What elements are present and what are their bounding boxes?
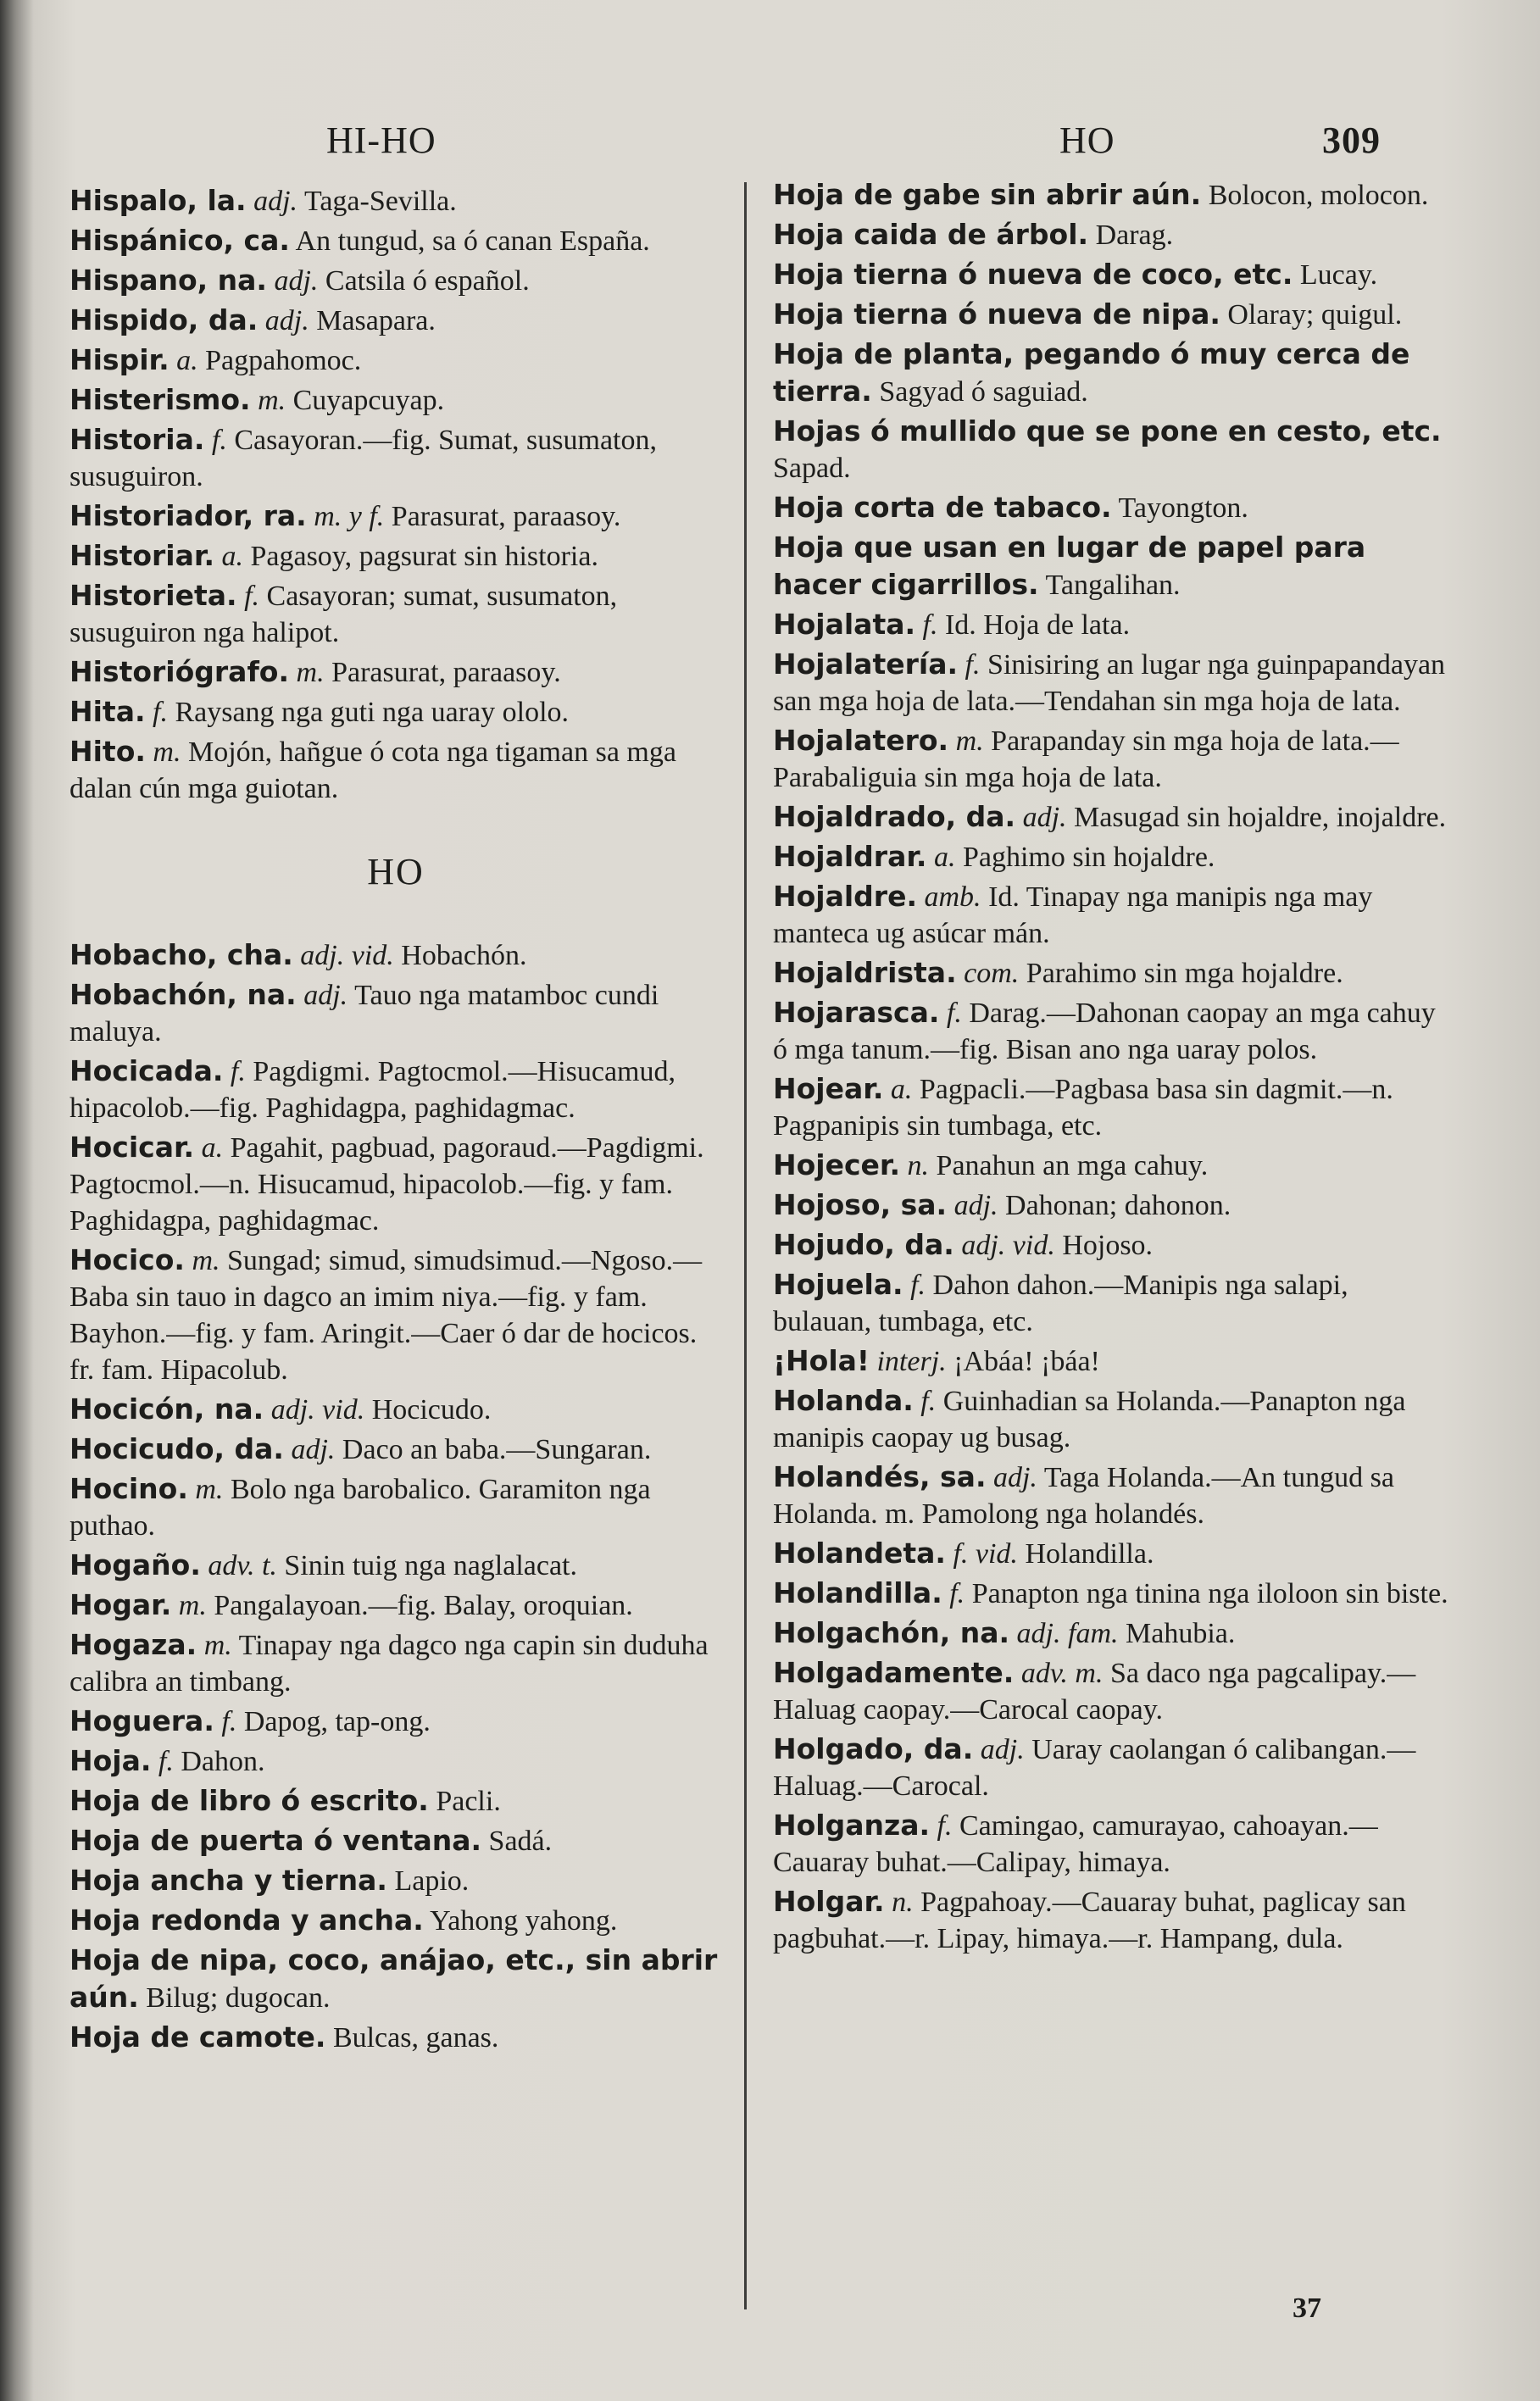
- entry-headword: Hoja caida de árbol.: [773, 218, 1089, 251]
- entry-headword: Hispalo, la.: [69, 184, 247, 217]
- entry-definition: Sagyad ó saguiad.: [879, 376, 1088, 408]
- entry-headword: Hojalata.: [773, 608, 916, 641]
- dictionary-entry: [773, 646, 1451, 720]
- entry-headword: Hogaza.: [69, 1628, 197, 1661]
- entry-definition: An tungud, sa ó canan España.: [295, 225, 650, 257]
- dictionary-entry: [69, 1547, 722, 1584]
- entry-headword: Holandés, sa.: [773, 1460, 987, 1493]
- entry-definition: Parasurat, paraasoy.: [391, 501, 621, 532]
- entry-definition: Catsila ó español.: [325, 265, 530, 297]
- entry-grammar: adj.: [264, 305, 309, 336]
- entry-grammar: m.: [178, 1590, 207, 1621]
- entry-headword: Hita.: [69, 695, 146, 728]
- dictionary-entry: [773, 1147, 1451, 1184]
- entry-definition: Pagdigmi. Pagtocmol.—Hisucamud, hipacolob.—fig. Paghidagpa, paghidagmac.: [69, 1056, 676, 1124]
- entry-headword: Histerismo.: [69, 383, 251, 416]
- dictionary-entry: [69, 733, 722, 807]
- entry-grammar: adj. fam.: [1016, 1618, 1119, 1649]
- entry-definition: Paghimo sin hojaldre.: [962, 842, 1215, 873]
- entry-grammar: f.: [922, 609, 938, 641]
- entry-definition: Sa daco nga pagcalipay.—Haluag caopay.—Carocal caopay.: [773, 1658, 1416, 1726]
- entry-headword: Hojear.: [773, 1072, 884, 1105]
- entry-headword: Hocicar.: [69, 1131, 195, 1164]
- entry-definition: Daco an baba.—Sungaran.: [342, 1434, 652, 1465]
- entry-headword: Hobachón, na.: [69, 978, 297, 1011]
- entry-definition: Tangalihan.: [1045, 570, 1181, 601]
- right-column: [773, 176, 1451, 1959]
- dictionary-entry: [773, 1070, 1451, 1144]
- entry-headword: Hoja de libro ó escrito.: [69, 1784, 429, 1817]
- dictionary-entry: [69, 1587, 722, 1624]
- dictionary-entry: [773, 878, 1451, 952]
- entry-headword: Hispir.: [69, 343, 170, 376]
- entry-headword: Hoguera.: [69, 1704, 214, 1737]
- entry-headword: Hoja tierna ó nueva de nipa.: [773, 297, 1220, 331]
- dictionary-entry: [773, 1535, 1451, 1572]
- entry-definition: Panapton nga tinina nga iloloon sin biste.: [971, 1578, 1448, 1609]
- dictionary-entry: [69, 976, 722, 1050]
- dictionary-entry: [69, 497, 722, 535]
- entry-grammar: adj.: [992, 1462, 1037, 1493]
- dictionary-entry: [69, 182, 722, 220]
- entry-definition: Bolocon, molocon.: [1208, 180, 1429, 211]
- dictionary-entry: [773, 1807, 1451, 1881]
- entry-headword: Hoja.: [69, 1744, 152, 1777]
- dictionary-entry: [773, 529, 1451, 603]
- dictionary-entry: [69, 302, 722, 339]
- dictionary-entry: [773, 1266, 1451, 1340]
- dictionary-entry: [773, 722, 1451, 796]
- entry-definition: Masapara.: [316, 305, 436, 336]
- entry-definition: Bulcas, ganas.: [332, 2022, 499, 2054]
- entry-headword: Hoja corta de tabaco.: [773, 491, 1112, 524]
- entry-definition: Darag.: [1095, 220, 1174, 251]
- entry-headword: Hocicón, na.: [69, 1392, 264, 1426]
- entry-grammar: m. y f.: [314, 501, 385, 532]
- dictionary-entry: [69, 1129, 722, 1239]
- entry-grammar: m.: [192, 1245, 220, 1276]
- entry-definition: Sungad; simud, simudsimud.—Ngoso.—Baba sin tauo in dagco an imim niya.—fig. y fam. Bayhon.—fig. y fam. Aringit.—Caer ó dar de hocicos. fr. fam. Hipacolub.: [69, 1245, 703, 1386]
- left-entries-b: [69, 937, 722, 2056]
- entry-grammar: f.: [158, 1746, 174, 1777]
- entry-grammar: m.: [258, 385, 286, 416]
- entry-headword: Historiógrafo.: [69, 655, 290, 688]
- entry-headword: Hojalatero.: [773, 724, 949, 757]
- entry-headword: Holgado, da.: [773, 1732, 974, 1765]
- entry-grammar: n.: [892, 1887, 914, 1918]
- dictionary-entry: [773, 1187, 1451, 1224]
- column-divider: [744, 182, 747, 2309]
- entry-grammar: f.: [920, 1386, 937, 1417]
- dictionary-entry: [773, 1883, 1451, 1957]
- dictionary-entry: [69, 222, 722, 259]
- entry-definition: Bolo nga barobalico. Garamiton nga puthao.: [69, 1474, 651, 1542]
- entry-grammar: amb.: [924, 881, 981, 913]
- dictionary-entry: [69, 342, 722, 379]
- dictionary-entry: [773, 413, 1451, 486]
- entry-definition: Dahon dahon.—Manipis nga salapi, bulauan, tumbaga, etc.: [773, 1270, 1348, 1337]
- entry-definition: Taga Holanda.—An tungud sa Holanda. m. Pamolong nga holandés.: [773, 1462, 1394, 1530]
- entry-grammar: adv. m.: [1020, 1658, 1104, 1689]
- entry-definition: Sadá.: [488, 1826, 553, 1857]
- entry-definition: Panahun an mga cahuy.: [936, 1150, 1209, 1181]
- entry-definition: Lapio.: [394, 1865, 470, 1897]
- entry-grammar: a.: [176, 345, 198, 376]
- entry-headword: Hocicudo, da.: [69, 1432, 284, 1465]
- entry-definition: Darag.—Dahonan caopay an mga cahuy ó mga tanum.—fig. Bisan ano nga uaray polos.: [773, 998, 1436, 1065]
- entry-definition: Pagasoy, pagsurat sin historia.: [250, 541, 598, 572]
- entry-headword: Historieta.: [69, 579, 237, 612]
- entry-grammar: adj.: [1022, 802, 1067, 833]
- entry-headword: Hojarasca.: [773, 996, 940, 1029]
- dictionary-entry: [69, 1703, 722, 1740]
- dictionary-entry: [69, 1742, 722, 1780]
- entry-headword: Hoja de camote.: [69, 2020, 326, 2054]
- dictionary-entry: [773, 1382, 1451, 1456]
- entry-headword: Hispano, na.: [69, 264, 267, 297]
- entry-grammar: a.: [933, 842, 956, 873]
- dictionary-entry: [69, 1942, 722, 2016]
- entry-grammar: adj. vid.: [961, 1230, 1055, 1261]
- entry-headword: Hocino.: [69, 1472, 188, 1505]
- entry-grammar: f.: [211, 425, 227, 456]
- entry-grammar: com.: [964, 958, 1020, 989]
- entry-grammar: adj. vid.: [270, 1394, 365, 1426]
- entry-grammar: m.: [203, 1630, 232, 1661]
- entry-headword: Hojas ó mullido que se pone en cesto, etc.: [773, 414, 1442, 447]
- dictionary-entry: [69, 1626, 722, 1700]
- entry-definition: Pagahit, pagbuad, pagoraud.—Pagdigmi. Pagtocmol.—n. Hisucamud, hipacolob.—fig. y fam. Paghidagpa, paghidagmac.: [69, 1132, 704, 1237]
- dictionary-entry: [69, 1391, 722, 1428]
- entry-grammar: m.: [296, 657, 325, 688]
- entry-headword: ¡Hola!: [773, 1344, 870, 1377]
- entry-grammar: f.: [946, 998, 962, 1029]
- entry-grammar: adj.: [274, 265, 319, 297]
- left-column: [69, 182, 722, 2059]
- dictionary-entry: [773, 256, 1451, 293]
- entry-headword: Holandilla.: [773, 1576, 942, 1609]
- entry-grammar: a.: [221, 541, 243, 572]
- entry-headword: Hojaldre.: [773, 880, 917, 913]
- dictionary-entry: [69, 1053, 722, 1126]
- dictionary-entry: [773, 1731, 1451, 1804]
- entry-definition: Pagpahoay.—Cauaray buhat, paglicay san pagbuhat.—r. Lipay, himaya.—r. Hampang, dula.: [773, 1887, 1406, 1954]
- dictionary-entry: [773, 954, 1451, 992]
- running-head-left: HI-HO: [326, 119, 436, 161]
- entry-definition: Pagpahomoc.: [205, 345, 362, 376]
- entry-headword: Hoja de planta, pegando ó muy cerca de tierra.: [773, 337, 1410, 408]
- dictionary-entry: [773, 1342, 1451, 1380]
- entry-grammar: f.: [221, 1706, 237, 1737]
- entry-definition: Casayoran.—fig. Sumat, susumaton, susuguiron.: [69, 425, 657, 492]
- entry-headword: Historiador, ra.: [69, 499, 307, 532]
- dictionary-entry: [773, 489, 1451, 526]
- entry-definition: Dahon.: [181, 1746, 265, 1777]
- entry-definition: ¡Abáa! ¡báa!: [953, 1346, 1100, 1377]
- entry-definition: Hojoso.: [1062, 1230, 1154, 1261]
- entry-grammar: interj.: [876, 1346, 947, 1377]
- dictionary-entry: [773, 1575, 1451, 1612]
- dictionary-entry: [69, 2019, 722, 2056]
- dictionary-entry: [773, 336, 1451, 410]
- entry-grammar: a.: [201, 1132, 224, 1164]
- dictionary-entry: [69, 1431, 722, 1468]
- entry-grammar: m.: [153, 736, 181, 768]
- entry-grammar: f. vid.: [953, 1538, 1018, 1570]
- entry-grammar: f.: [965, 649, 981, 681]
- running-head-center: HO: [1059, 119, 1115, 161]
- entry-definition: Olaray; quigul.: [1227, 299, 1403, 331]
- dictionary-entry: [69, 577, 722, 651]
- entry-headword: Historia.: [69, 423, 205, 456]
- entry-headword: Holganza.: [773, 1809, 930, 1842]
- entry-grammar: f.: [230, 1056, 246, 1087]
- entry-grammar: f.: [937, 1810, 953, 1842]
- entry-definition: Tauo nga matamboc cundi maluya.: [69, 980, 659, 1048]
- dictionary-entry: [69, 693, 722, 731]
- entry-headword: Hojaldrar.: [773, 840, 927, 873]
- dictionary-entry: [773, 296, 1451, 333]
- entry-headword: Hogaño.: [69, 1548, 201, 1581]
- dictionary-entry: [69, 937, 722, 974]
- entry-headword: Hobacho, cha.: [69, 938, 293, 971]
- entry-grammar: adv. t.: [208, 1550, 277, 1581]
- entry-headword: Holgar.: [773, 1885, 885, 1918]
- entry-definition: Holandilla.: [1025, 1538, 1154, 1570]
- entry-definition: Id. Tinapay nga manipis nga may manteca ug asúcar mán.: [773, 881, 1373, 949]
- entry-definition: Tinapay nga dagco nga capin sin duduha calibra an timbang.: [69, 1630, 709, 1698]
- entry-grammar: f.: [153, 697, 168, 728]
- entry-headword: Hojecer.: [773, 1148, 901, 1181]
- entry-definition: Yahong yahong.: [430, 1905, 618, 1937]
- entry-headword: Hoja de gabe sin abrir aún.: [773, 178, 1202, 211]
- entry-headword: Holanda.: [773, 1384, 914, 1417]
- entry-definition: Guinhadian sa Holanda.—Panapton nga manipis caopay ug busag.: [773, 1386, 1406, 1453]
- dictionary-entry: [69, 1822, 722, 1859]
- entry-definition: Camingao, camurayao, cahoayan.—Cauaray buhat.—Calipay, himaya.: [773, 1810, 1378, 1878]
- left-entries-a: [69, 182, 722, 807]
- dictionary-entry: [69, 1242, 722, 1388]
- dictionary-entry: [773, 1226, 1451, 1264]
- entry-headword: Historiar.: [69, 539, 214, 572]
- entry-definition: Casayoran; sumat, susumaton, susuguiron nga halipot.: [69, 581, 618, 648]
- dictionary-entry: [69, 381, 722, 419]
- entry-definition: Parahimo sin mga hojaldre.: [1026, 958, 1343, 989]
- entry-headword: Hoja de nipa, coco, anájao, etc., sin abrir aún.: [69, 1943, 718, 2014]
- dictionary-entry: [69, 1862, 722, 1899]
- entry-definition: Taga-Sevilla.: [303, 186, 457, 217]
- dictionary-entry: [773, 1654, 1451, 1728]
- entry-grammar: a.: [890, 1074, 913, 1105]
- entry-grammar: adj.: [291, 1434, 336, 1465]
- dictionary-entry: [69, 1902, 722, 1939]
- page-number: 309: [1322, 119, 1381, 161]
- entry-grammar: adj.: [953, 1190, 998, 1221]
- entry-headword: Holgachón, na.: [773, 1616, 1010, 1649]
- entry-definition: Mojón, hañgue ó cota nga tigaman sa mga dalan cún mga guiotan.: [69, 736, 676, 804]
- entry-grammar: f.: [910, 1270, 926, 1301]
- dictionary-entry: [69, 1782, 722, 1820]
- dictionary-entry: [69, 1470, 722, 1544]
- entry-definition: Mahubia.: [1126, 1618, 1236, 1649]
- entry-definition: Pangalayoan.—fig. Balay, oroquian.: [214, 1590, 633, 1621]
- entry-definition: Tayongton.: [1118, 492, 1248, 524]
- signature-mark: 37: [1293, 2293, 1321, 2324]
- entry-grammar: f.: [949, 1578, 965, 1609]
- entry-definition: Cuyapcuyap.: [292, 385, 445, 416]
- dictionary-entry: [69, 653, 722, 691]
- entry-headword: Hojuela.: [773, 1268, 903, 1301]
- entry-headword: Hojalatería.: [773, 647, 958, 681]
- entry-definition: Masugad sin hojaldre, inojaldre.: [1074, 802, 1447, 833]
- entry-headword: Hojudo, da.: [773, 1228, 954, 1261]
- entry-headword: Holandeta.: [773, 1537, 946, 1570]
- entry-headword: Hito.: [69, 735, 146, 768]
- entry-grammar: adj.: [253, 186, 298, 217]
- entry-definition: Uaray caolangan ó calibangan.—Haluag.—Carocal.: [773, 1734, 1416, 1802]
- entry-definition: Dahonan; dahonon.: [1005, 1190, 1231, 1221]
- entry-definition: Pagpacli.—Pagbasa basa sin dagmit.—n. Pagpanipis sin tumbaga, etc.: [773, 1074, 1393, 1142]
- entry-definition: Dapog, tap-ong.: [243, 1706, 431, 1737]
- dictionary-entry: [69, 262, 722, 299]
- dictionary-entry: [773, 838, 1451, 875]
- entry-definition: Bilug; dugocan.: [146, 1982, 331, 2014]
- entry-headword: Hoja tierna ó nueva de coco, etc.: [773, 258, 1293, 291]
- dictionary-entry: [773, 798, 1451, 836]
- dictionary-entry: [69, 537, 722, 575]
- entry-headword: Hojaldrado, da.: [773, 800, 1016, 833]
- entry-grammar: n.: [907, 1150, 930, 1181]
- entry-definition: Lucay.: [1299, 259, 1378, 291]
- entry-grammar: m.: [195, 1474, 224, 1505]
- entry-headword: Hocicada.: [69, 1054, 224, 1087]
- entry-definition: Pacli.: [436, 1786, 501, 1817]
- entry-headword: Hoja redonda y ancha.: [69, 1904, 424, 1937]
- dictionary-entry: [773, 1459, 1451, 1532]
- entry-definition: Raysang nga guti nga uaray ololo.: [175, 697, 570, 728]
- dictionary-entry: [773, 216, 1451, 253]
- entry-definition: Sinin tuig nga naglalacat.: [284, 1550, 577, 1581]
- entry-grammar: m.: [955, 725, 984, 757]
- dictionary-entry: [69, 421, 722, 495]
- entry-headword: Hoja de puerta ó ventana.: [69, 1824, 482, 1857]
- entry-headword: Hojaldrista.: [773, 956, 957, 989]
- dictionary-entry: [773, 994, 1451, 1068]
- dictionary-entry: [773, 606, 1451, 643]
- entry-headword: Hoja que usan en lugar de papel para hacer cigarrillos.: [773, 531, 1366, 601]
- dictionary-entry: [773, 1615, 1451, 1652]
- entry-definition: Parasurat, paraasoy.: [331, 657, 561, 688]
- dictionary-entry: [773, 176, 1451, 214]
- entry-grammar: f.: [244, 581, 260, 612]
- entry-grammar: adj. vid.: [300, 940, 394, 971]
- entry-grammar: adj.: [303, 980, 348, 1011]
- entry-headword: Hispánico, ca.: [69, 224, 290, 257]
- entry-definition: Hobachón.: [401, 940, 527, 971]
- entry-headword: Hojoso, sa.: [773, 1188, 948, 1221]
- entry-headword: Hogar.: [69, 1588, 172, 1621]
- entry-definition: Hocicudo.: [371, 1394, 492, 1426]
- entry-definition: Sinisiring an lugar nga guinpapandayan san mga hoja de lata.—Tendahan sin mga hoja de lata.: [773, 649, 1446, 717]
- section-heading: HO: [367, 851, 425, 892]
- entry-definition: Parapanday sin mga hoja de lata.—Parabaliguia sin mga hoja de lata.: [773, 725, 1399, 793]
- right-entries: [773, 176, 1451, 1957]
- entry-headword: Hoja ancha y tierna.: [69, 1864, 387, 1897]
- entry-headword: Hispido, da.: [69, 303, 259, 336]
- entry-headword: Hocico.: [69, 1243, 185, 1276]
- entry-grammar: adj.: [980, 1734, 1025, 1765]
- entry-definition: Id. Hoja de lata.: [944, 609, 1131, 641]
- entry-definition: Sapad.: [773, 453, 851, 484]
- entry-headword: Holgadamente.: [773, 1656, 1015, 1689]
